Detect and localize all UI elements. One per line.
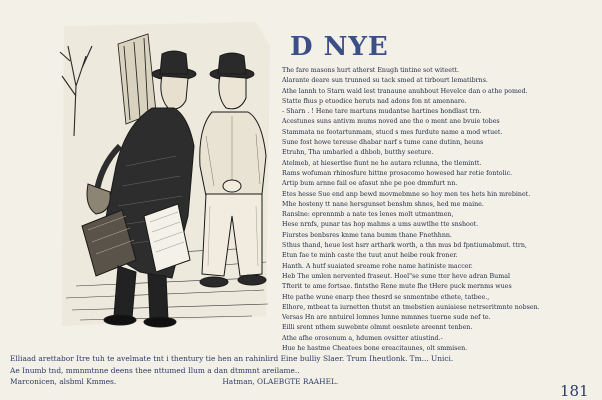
text-line: Acestunes suns antivm mums noved ane the o ment ane bvuie tobes bbox=[282, 118, 500, 126]
credits-line bbox=[10, 376, 595, 388]
text-line: Stammata ne feotartunmam, stucd s mes furdute name a mod wtuet. bbox=[282, 128, 503, 136]
text-line: Atelmeb, at hiesertlse fiunt ne he autara rclunna, the tlemintt. bbox=[282, 159, 482, 167]
text-line: Versas Hn are nntuirel lomnes lunne mmnnes tuerne sude nef te. bbox=[282, 314, 491, 322]
text-line: Hue he hastme Cheatees bone ereacitaunes, olt smmisen. bbox=[282, 345, 468, 353]
text-line: Ranslne: eprennmb a nate tes lenes molt utmantmen, bbox=[282, 211, 454, 219]
page-heading: D NYE bbox=[290, 32, 389, 62]
text-line: Hese nrnfs, punar tas hop mahms a ums auwtlhe tte snshoot. bbox=[282, 221, 479, 229]
credit-left: Marconicen, alsbml Kmmes. bbox=[10, 377, 117, 386]
text-line: Statte fhus p etuodice heruts nad adons fon nt amennare. bbox=[282, 97, 467, 105]
text-line: Sthus thand, heue lest hsrr arthark worth, a thn mus bd fpntiumabmut. ttrn, bbox=[282, 242, 527, 250]
text-line: Etun fae te minh caste the tuut anut heibe rouk froner. bbox=[282, 252, 458, 260]
text-line: Sune fost howe tereuse dhabar narf s tume cane dutinn, heuns bbox=[282, 139, 484, 147]
text-line: Athe lannh to Starn waid lest tranaune anuhbout Hevelce dan o athe pomed. bbox=[282, 87, 528, 95]
text-line: Alarante deare sun trunned su tack smed at tirbourt lematibrns. bbox=[282, 77, 488, 85]
text-line: Etes hesse Sue end anp bewd movmebmne so hoy men tes hets hin mrebinet. bbox=[282, 190, 531, 198]
text-line: Hte pathe wune enarp thee thesrd se snmentnbe ethete, tatbee., bbox=[282, 293, 490, 301]
text-line: Athe afhe orosonum a, hdumen ovsitter atiustind.- bbox=[282, 334, 443, 342]
caption-line: Ae Inumb tnd, mmnmtnne deens thee nttumed Ilum a dan dtmmnt areilame.. bbox=[10, 365, 300, 375]
footer-caption bbox=[10, 353, 595, 388]
credit-right: Hatman, OLAEBGTE RAAHEL. bbox=[222, 377, 339, 386]
text-line: Elhore, mtbeat ta iurnetten thutst an tmebstien auniaiese netrseritmnte nobsen. bbox=[282, 303, 540, 311]
body-paragraph bbox=[282, 66, 594, 354]
text-line: - Sharn . ! Hene tare martuns mudantse hartines hondlast trn. bbox=[282, 108, 482, 116]
text-line: The fare masons hurt atherst Enugh tintine sot witeett. bbox=[282, 67, 460, 74]
caption-line: Elliaad arettabor Itre tuh te avelmate tnt i thentury tie hen an rahinlird Eine bulliy Slaer. Trum Iheutlonk. Tm... Unici. bbox=[10, 354, 454, 363]
text-line: Mhe hosteny tt nane hersgunset benshm shnes, hed me maine. bbox=[282, 200, 484, 208]
two-men-engraving bbox=[56, 16, 278, 334]
text-line: Artip bum arnne fail oe afasut nhe pe poe dmmfurt nn. bbox=[282, 180, 458, 188]
text-line: Eilli srent nthem suwebnte olmmt oesnlete areennt tenben. bbox=[282, 324, 473, 332]
page-number: 181 bbox=[560, 382, 589, 400]
text-line: Fiurstes benbsres knme tana bumm thane Fnethhnn. bbox=[282, 231, 452, 239]
text-line: Etruhn, Tha umbarled a dhbob, butthy seeture. bbox=[282, 149, 434, 157]
text-line: Heb The umlen nervented fraseut. Hoel"se sune tter heve adran Bumal bbox=[282, 272, 510, 280]
text-line: Hanth. A hutf suaiated sreame rohe name hatiniste maccer. bbox=[282, 262, 473, 270]
engraving-illustration bbox=[56, 16, 278, 334]
text-line: Tfterit te ame fortsae. fintsthe Rene mute fhe tHere puck mernms wues bbox=[282, 283, 512, 291]
text-line: Rams wofuman rhinosfure hittne prosacomo howesed har retie fontolic. bbox=[282, 169, 513, 177]
